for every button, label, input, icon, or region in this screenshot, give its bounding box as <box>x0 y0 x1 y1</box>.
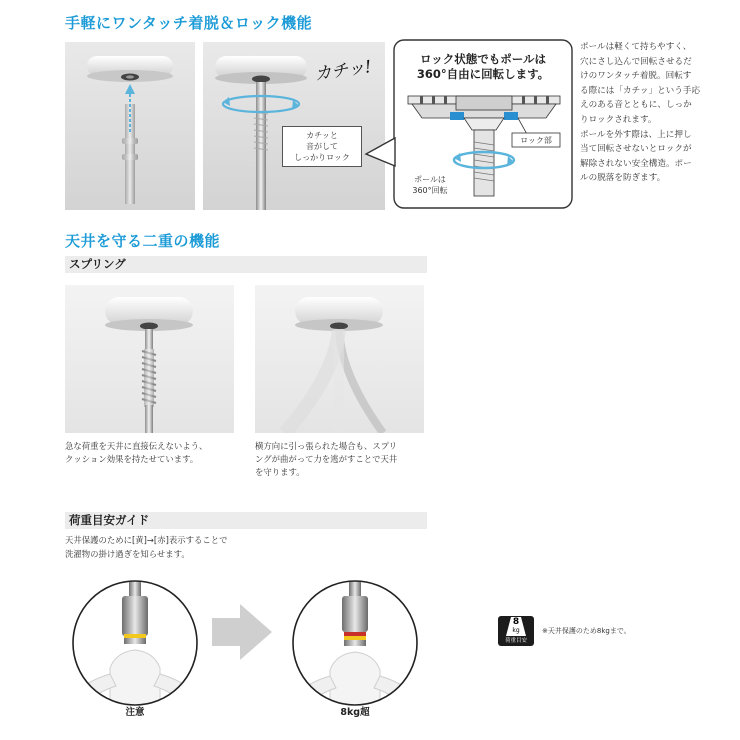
side-text-line: 穴にさし込んで回転させるだ <box>580 56 692 67</box>
load-guide-description <box>65 534 325 561</box>
caption-right-line: 横方向に引っ張られた場合も、スプリ <box>255 441 398 451</box>
photo-pole-insert <box>65 42 195 210</box>
side-text-line: ルの脱落を防ぎます。 <box>580 173 666 184</box>
caption-right-line: を守ります。 <box>255 467 305 477</box>
click-sound-text: カチッ! <box>313 57 373 85</box>
photo-spring-bend <box>255 285 424 433</box>
side-text-line: ポールを外す際は、上に押し <box>580 129 692 140</box>
click-note-line-3: しっかりロック <box>294 153 350 162</box>
load-guide-heading: 荷重目安ガイド <box>65 512 427 529</box>
label-caution: 注意 <box>125 707 145 718</box>
caption-right-line: ングが曲がって力を逃がすことで天井 <box>255 454 398 464</box>
click-note-line-2: 音がして <box>306 142 338 151</box>
caption-left-line: クッション効果を持たせています。 <box>65 454 199 464</box>
badge-number: 8 <box>512 617 520 627</box>
load-badge-icon <box>498 616 534 646</box>
indicator-caution-circle <box>70 578 200 708</box>
click-lock-note <box>282 126 362 167</box>
indicator-over-circle <box>290 578 420 708</box>
lock-part-label: ロック部 <box>520 136 552 145</box>
side-text-line: えのある音とともに、しっか <box>580 100 692 111</box>
section-title-double: 天井を守る二重の機能 <box>65 232 221 250</box>
load-desc-line: 洗濯物の掛け過ぎを知らせます。 <box>65 548 190 559</box>
pole-rotate-line-1: ポールは <box>414 175 446 184</box>
label-over-8kg: 8kg超 <box>340 707 370 718</box>
side-text-line: ポールは軽くて持ちやすく、 <box>580 42 692 52</box>
side-text-line: けのワンタッチ着脱。回転す <box>580 71 692 82</box>
pole-rotate-line-2: 360°回転 <box>412 186 448 195</box>
spring-caption-right <box>255 440 430 479</box>
spring-caption-left <box>65 440 240 466</box>
side-text-line: 当て回転させないとロックが <box>580 144 692 155</box>
load-desc-line: 天井保護のために[黄]→[赤]表示することで <box>65 535 228 545</box>
badge-note: ※天井保護のため8kgまで。 <box>542 627 631 635</box>
photo-spring-cushion <box>65 285 234 433</box>
side-description <box>580 40 720 186</box>
side-text-line: る際には「カチッ」という手応 <box>580 85 701 96</box>
side-text-line: りロックされます。 <box>580 114 657 125</box>
click-note-line-1: カチッと <box>306 131 338 140</box>
badge-subtitle: 荷重目安 <box>504 638 527 644</box>
spring-heading: スプリング <box>65 256 427 273</box>
section-title-onetouch: 手軽にワンタッチ着脱＆ロック機能 <box>65 14 313 32</box>
callout-title-line-1: ロック状態でもポールは <box>419 52 547 66</box>
side-text-line: 解除されない安全構造。ポー <box>580 158 692 169</box>
callout-title-line-2: 360°自由に回転します。 <box>416 67 550 81</box>
pole-rotate-note <box>406 174 454 196</box>
badge-unit: kg <box>512 627 520 634</box>
caption-left-line: 急な荷重を天井に直接伝えないよう、 <box>65 441 208 451</box>
callout-title <box>396 52 570 82</box>
arrow-right-icon <box>210 602 274 662</box>
